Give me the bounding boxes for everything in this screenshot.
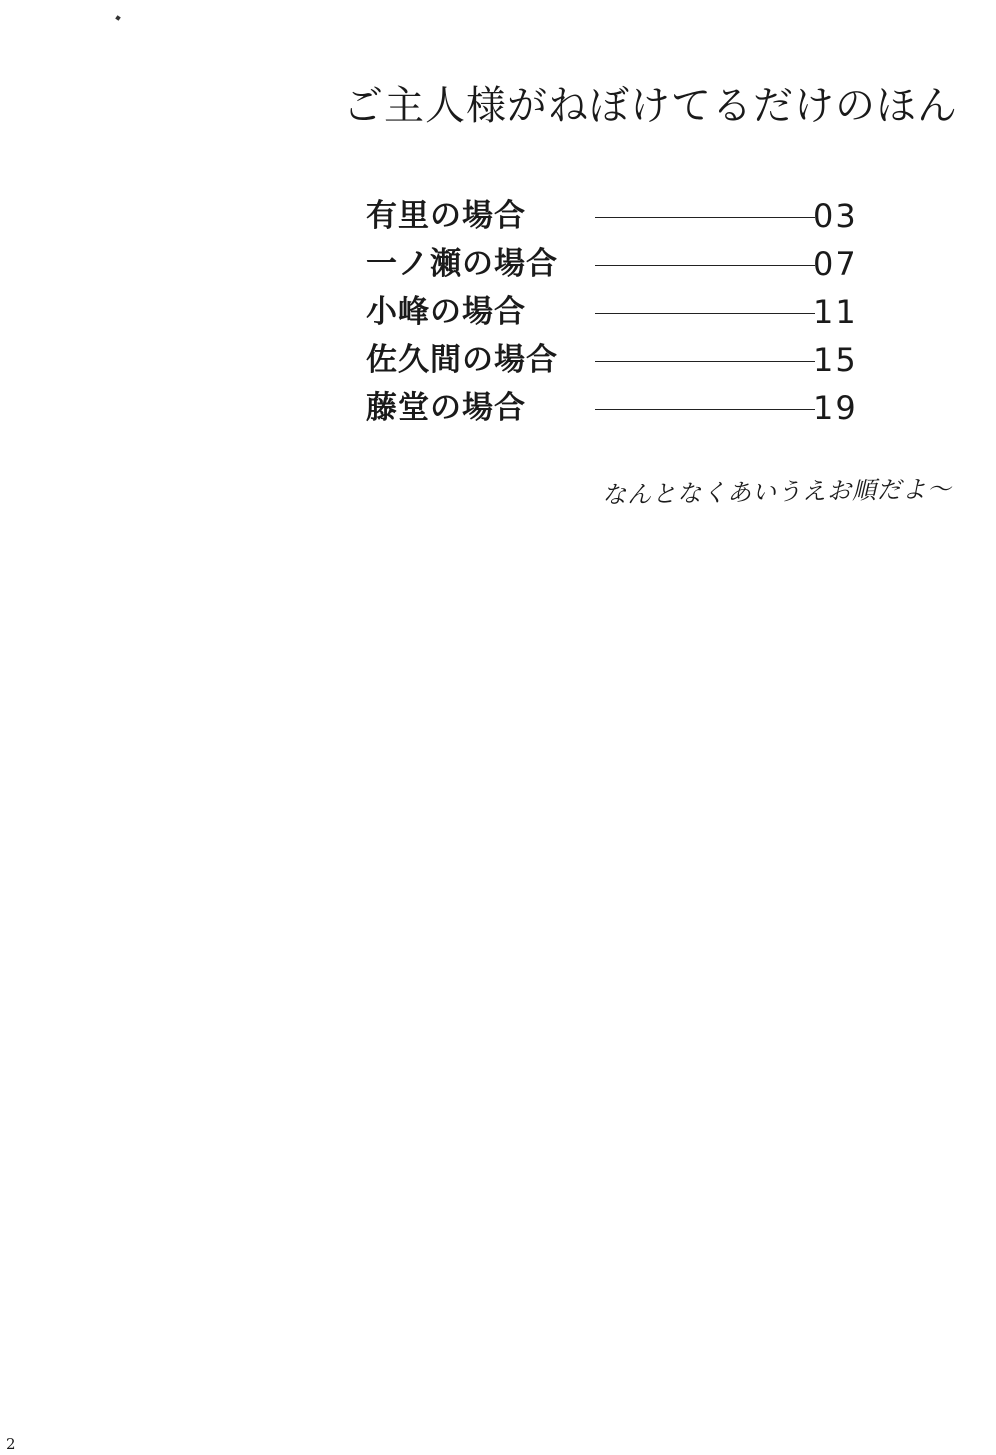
toc-leader-line bbox=[595, 361, 815, 362]
toc-entry-label: 有里の場合 bbox=[366, 198, 526, 234]
table-of-contents bbox=[366, 196, 866, 436]
toc-entry-page: 07 bbox=[813, 245, 858, 283]
toc-entry bbox=[366, 244, 866, 292]
toc-leader-line bbox=[595, 313, 815, 314]
toc-entry-label: 藤堂の場合 bbox=[366, 390, 526, 426]
toc-entry-page: 19 bbox=[813, 389, 858, 427]
toc-entry-label: 佐久間の場合 bbox=[366, 342, 558, 378]
toc-entry-page: 11 bbox=[813, 293, 858, 331]
toc-entry-label: 小峰の場合 bbox=[366, 294, 526, 330]
toc-entry bbox=[366, 388, 866, 436]
toc-entry-page: 15 bbox=[813, 341, 858, 379]
page-title: ご主人様がねぼけてるだけのほん bbox=[343, 83, 958, 129]
toc-leader-line bbox=[595, 217, 815, 218]
page-number: 2 bbox=[6, 1435, 16, 1453]
scan-speck bbox=[115, 15, 121, 21]
toc-entry bbox=[366, 196, 866, 244]
toc-leader-line bbox=[595, 409, 815, 410]
toc-entry bbox=[366, 292, 866, 340]
handwritten-note: なんとなくあいうえお順だよ〜 bbox=[601, 474, 953, 510]
toc-leader-line bbox=[595, 265, 815, 266]
toc-entry-page: 03 bbox=[813, 197, 858, 235]
toc-entry bbox=[366, 340, 866, 388]
toc-entry-label: 一ノ瀬の場合 bbox=[366, 246, 558, 282]
